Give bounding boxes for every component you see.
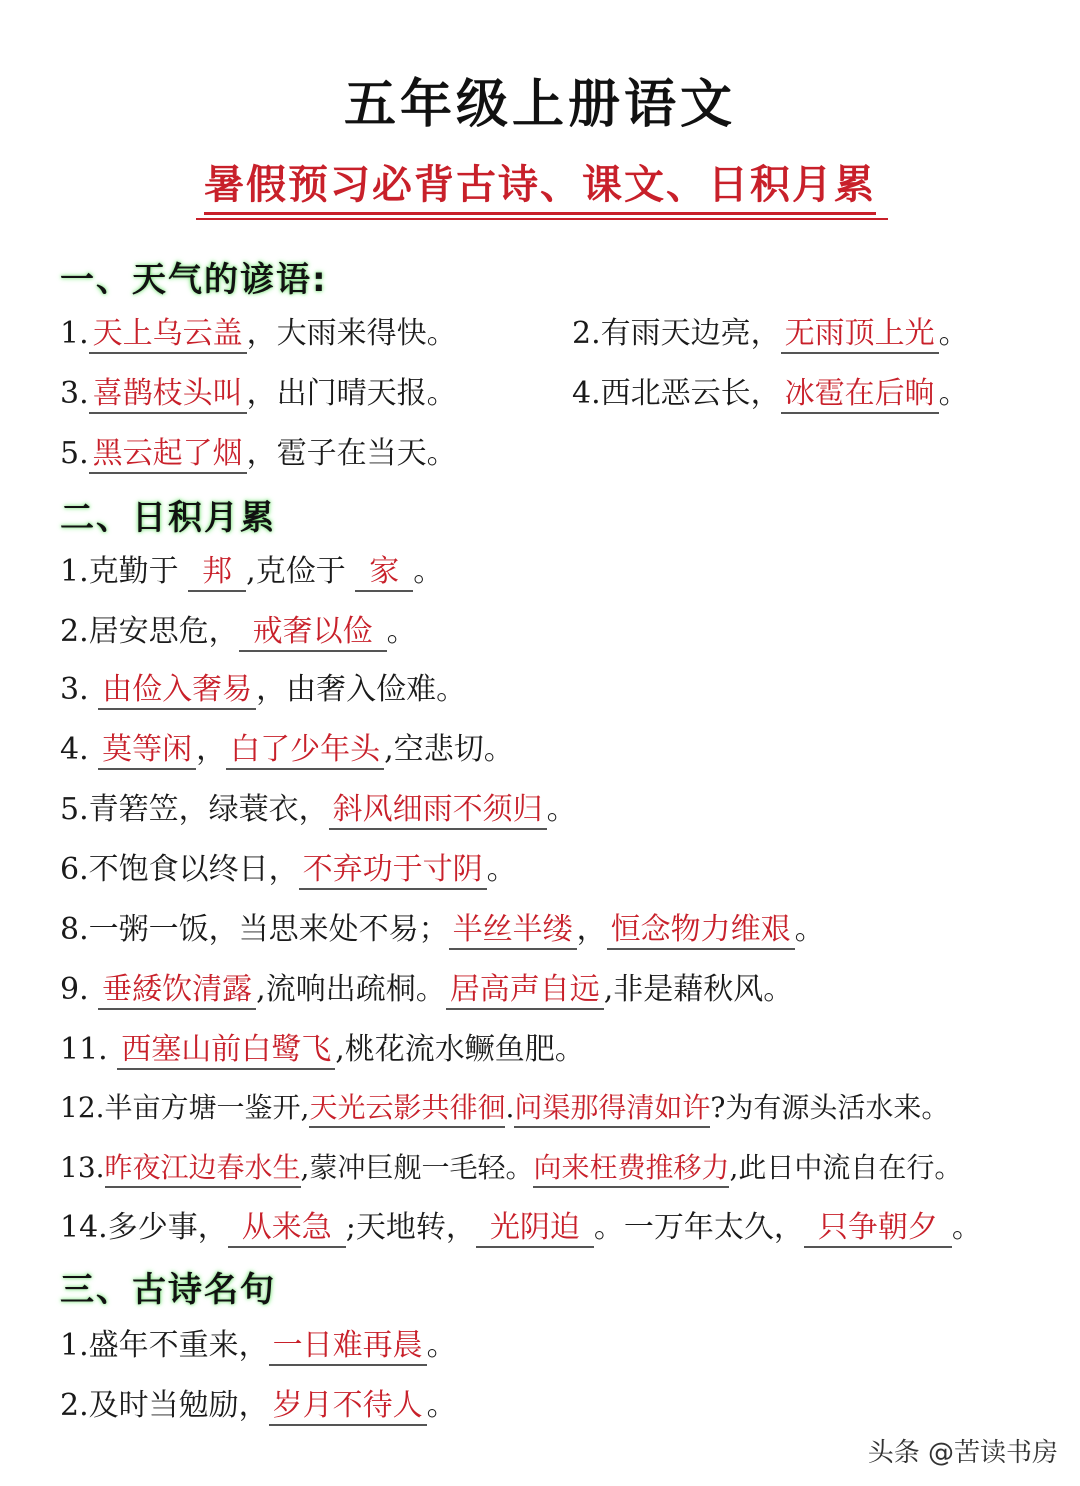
item-suffix: ，出门晴天报。 xyxy=(246,376,457,411)
text-segment: ,桃花流水鳜鱼肥。 xyxy=(335,1032,585,1067)
answer-blank: 只争朝夕 xyxy=(804,1210,952,1248)
text-segment: 14.多少事， xyxy=(60,1210,228,1245)
answer-blank: 邦 xyxy=(188,554,246,592)
accumulation-item-13 xyxy=(60,1148,962,1188)
section-heading-famous-poem-lines: 三、古诗名句 xyxy=(60,1270,276,1310)
answer-blank: 冰雹在后晌 xyxy=(781,376,939,414)
item-prefix: 3. xyxy=(60,376,89,411)
text-segment: 13. xyxy=(60,1151,105,1184)
answer-blank: 天上乌云盖 xyxy=(89,316,247,354)
accumulation-item-5 xyxy=(60,790,577,830)
answer-blank: 向来枉费推移力 xyxy=(533,1150,729,1188)
answer-blank: 由俭入奢易 xyxy=(98,672,256,710)
accumulation-item-8 xyxy=(60,910,825,950)
answer-blank: 半丝半缕 xyxy=(449,912,577,950)
text-segment: 。一万年太久， xyxy=(593,1210,804,1245)
proverb-item-4 xyxy=(572,374,969,414)
page-subtitle: 暑假预习必背古诗、课文、日积月累 xyxy=(204,162,876,215)
answer-blank: 问渠那得清如许 xyxy=(514,1090,710,1128)
poem-item-2 xyxy=(60,1386,457,1426)
item-prefix: 5. xyxy=(60,436,89,471)
text-segment: ,此日中流自在行。 xyxy=(729,1151,963,1184)
answer-blank: 喜鹊枝头叫 xyxy=(89,376,247,414)
subtitle-wrap xyxy=(0,162,1080,215)
proverb-item-3 xyxy=(60,374,457,414)
text-segment: ,流响出疏桐。 xyxy=(256,972,446,1007)
text-segment: 。 xyxy=(794,912,825,947)
accumulation-item-6 xyxy=(60,850,517,890)
proverb-item-2 xyxy=(572,314,969,354)
text-segment: 8.一粥一饭，当思来处不易； xyxy=(60,912,449,947)
text-segment: . xyxy=(505,1091,515,1124)
text-segment: ;天地转， xyxy=(345,1210,476,1245)
text-segment: 。 xyxy=(386,614,417,649)
text-segment: ,空悲切。 xyxy=(384,732,514,767)
section-heading-weather-proverbs: 一、天气的谚语: xyxy=(60,260,328,300)
text-segment: 5.青箬笠，绿蓑衣， xyxy=(60,792,329,827)
text-segment: ， xyxy=(196,732,227,767)
text-segment: 。 xyxy=(426,1328,457,1363)
answer-blank: 垂緌饮清露 xyxy=(98,972,256,1010)
accumulation-item-11 xyxy=(60,1030,585,1070)
text-segment: 12.半亩方塘一鉴开, xyxy=(60,1091,310,1124)
answer-blank: 家 xyxy=(355,554,413,592)
text-segment: 。 xyxy=(413,554,444,589)
item-prefix: 2.有雨天边亮， xyxy=(572,316,781,351)
answer-blank: 戒奢以俭 xyxy=(239,614,387,652)
item-suffix: 。 xyxy=(938,376,969,411)
answer-blank: 西塞山前白鹭飞 xyxy=(117,1032,335,1070)
answer-blank: 无雨顶上光 xyxy=(781,316,939,354)
subtitle-underline xyxy=(196,218,888,220)
accumulation-item-9 xyxy=(60,970,793,1010)
text-segment: 3. xyxy=(60,672,99,707)
text-segment: 2.及时当勉励， xyxy=(60,1388,269,1423)
accumulation-item-2 xyxy=(60,612,417,652)
proverb-item-1 xyxy=(60,314,457,354)
text-segment: 。 xyxy=(546,792,577,827)
text-segment: 9. xyxy=(60,972,99,1007)
answer-blank: 从来急 xyxy=(228,1210,346,1248)
text-segment: ,蒙冲巨舰一毛轻。 xyxy=(300,1151,534,1184)
accumulation-item-14 xyxy=(60,1208,982,1248)
answer-blank: 莫等闲 xyxy=(98,732,196,770)
text-segment: 。 xyxy=(951,1210,982,1245)
answer-blank: 天光云影共徘徊 xyxy=(309,1090,505,1128)
answer-blank: 白了少年头 xyxy=(226,732,384,770)
text-segment: ，由奢入俭难。 xyxy=(256,672,467,707)
answer-blank: 黑云起了烟 xyxy=(89,436,247,474)
answer-blank: 不弃功于寸阴 xyxy=(299,852,487,890)
text-segment: ?为有源头活水来。 xyxy=(710,1091,950,1124)
item-suffix: 。 xyxy=(938,316,969,351)
watermark: 头条 @苦读书房 xyxy=(867,1438,1058,1468)
proverb-item-5 xyxy=(60,434,457,474)
text-segment: 1.盛年不重来， xyxy=(60,1328,269,1363)
item-prefix: 4.西北恶云长， xyxy=(572,376,781,411)
accumulation-item-1 xyxy=(60,552,443,592)
text-segment: 6.不饱食以终日， xyxy=(60,852,299,887)
text-segment: ,克俭于 xyxy=(246,554,356,589)
answer-blank: 昨夜江边春水生 xyxy=(105,1150,301,1188)
text-segment: ， xyxy=(576,912,607,947)
text-segment: ,非是藉秋风。 xyxy=(603,972,794,1007)
text-segment: 4. xyxy=(60,732,99,767)
answer-blank: 光阴迫 xyxy=(476,1210,594,1248)
text-segment: 。 xyxy=(426,1388,457,1423)
text-segment: 2.居安思危， xyxy=(60,614,239,649)
text-segment: 1.克勤于 xyxy=(60,554,189,589)
item-suffix: ，雹子在当天。 xyxy=(246,436,457,471)
text-segment: 11. xyxy=(60,1032,118,1067)
answer-blank: 一日难再晨 xyxy=(269,1328,427,1366)
accumulation-item-3 xyxy=(60,670,466,710)
accumulation-item-4 xyxy=(60,730,514,770)
text-segment: 。 xyxy=(486,852,517,887)
accumulation-item-12 xyxy=(60,1088,949,1128)
item-prefix: 1. xyxy=(60,316,89,351)
answer-blank: 居高声自远 xyxy=(446,972,604,1010)
poem-item-1 xyxy=(60,1326,457,1366)
answer-blank: 岁月不待人 xyxy=(269,1388,427,1426)
page-title: 五年级上册语文 xyxy=(343,75,736,135)
answer-blank: 斜风细雨不须归 xyxy=(329,792,547,830)
answer-blank: 恒念物力维艰 xyxy=(607,912,795,950)
item-suffix: ，大雨来得快。 xyxy=(246,316,457,351)
section-heading-daily-accumulation: 二、日积月累 xyxy=(60,498,276,538)
